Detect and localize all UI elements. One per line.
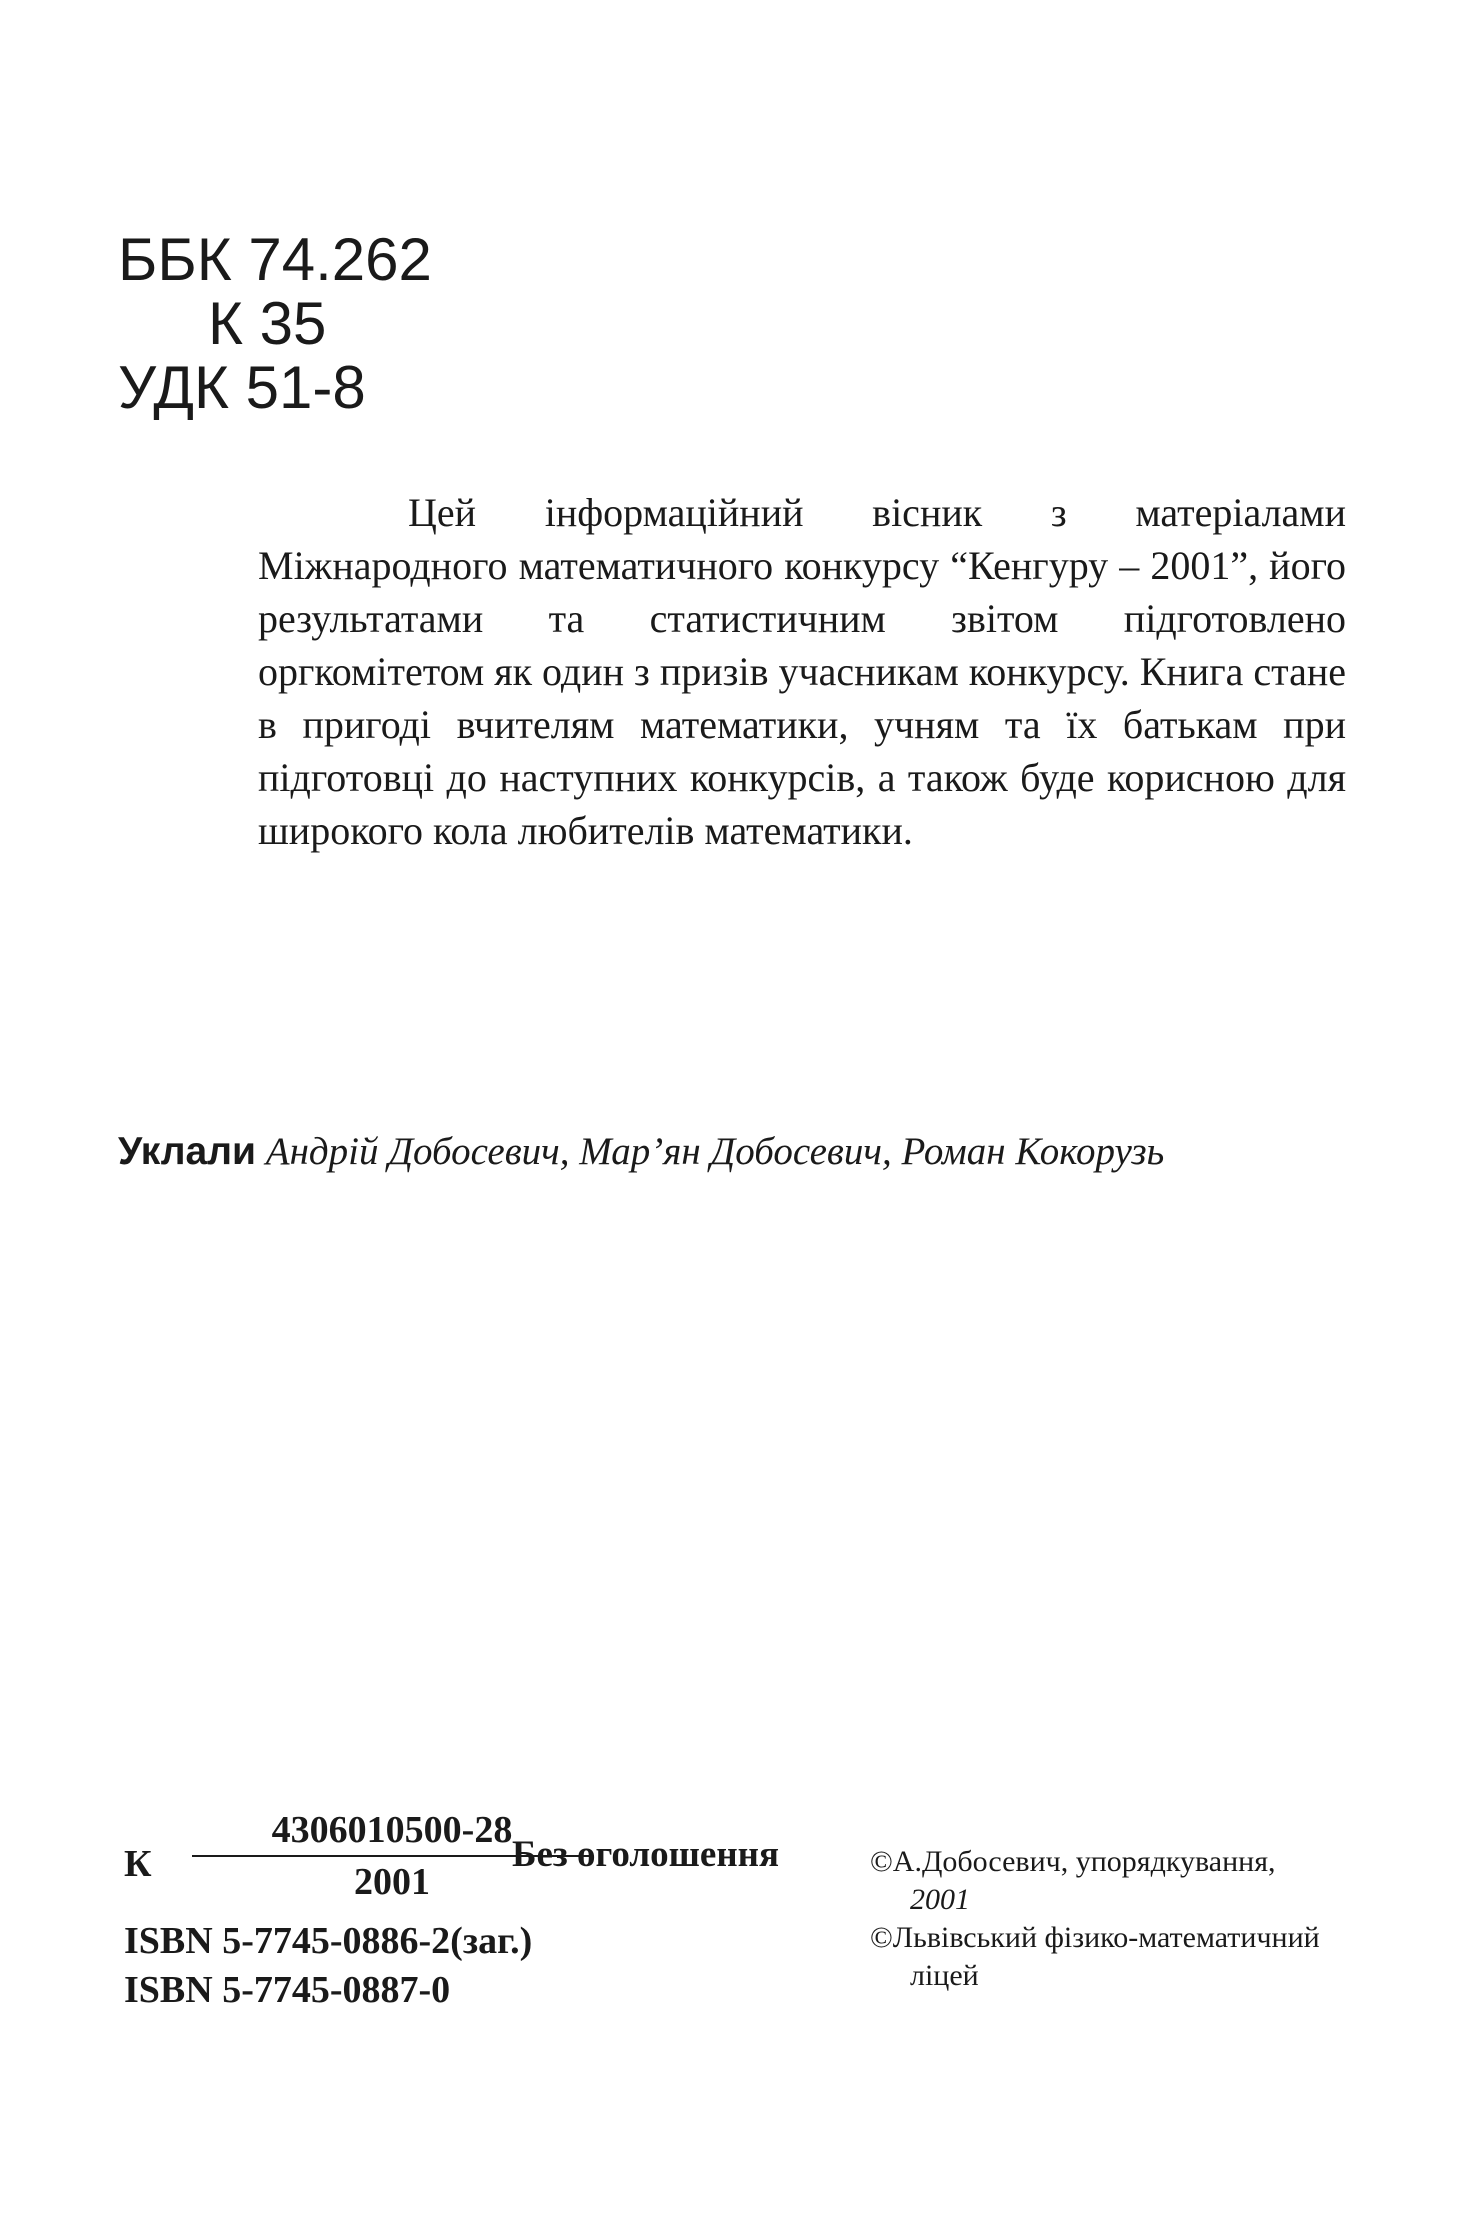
bbk-code: ББК 74.262 [118,226,432,293]
abstract-paragraph: Цей інформаційний вісник з матеріалами Міжнародного математичного конкурсу “Кенгуру – 2001”, його результатами та статистичним звітом підготовлено оргкомітетом як один з призів учасникам конкурсу. Книга стане в пригоді вчителям математики, учням та їх батькам при підготовці до наступних конкурсів, а також буде корисною для широкого кола любителів математики. [258,490,1346,853]
copyright-publisher-cont: ліцей [910,1959,979,1992]
copyright-publisher: ©Львівський фізико-математичний [870,1921,1320,1954]
bib-code [124,1807,824,1917]
copyright-block [870,1843,1390,1995]
bib-numerator: 4306010500-28 [271,1809,513,1851]
compilers-label: Уклали [118,1130,256,1173]
no-announcement: Без оголошення [512,1834,779,1875]
isbn-general: ISBN 5-7745-0886-2(заг.) [124,1920,533,1962]
bib-denominator: 2001 [354,1861,430,1903]
copyright-year: 2001 [910,1883,970,1916]
classification-block [118,228,432,420]
isbn-volume: ISBN 5-7745-0887-0 [124,1969,451,2011]
bibliographic-block [124,1807,824,2015]
bib-letter: К [124,1843,152,1885]
compilers-line [118,1128,1164,1176]
compilers-names: Андрій Добосевич, Мар’ян Добосевич, Роман Кокорузь [265,1130,1165,1173]
copyright-compiler: ©А.Добосевич, упорядкування, [870,1845,1276,1878]
udk-code: УДК 51-8 [118,354,366,421]
author-mark: К 35 [208,290,327,357]
